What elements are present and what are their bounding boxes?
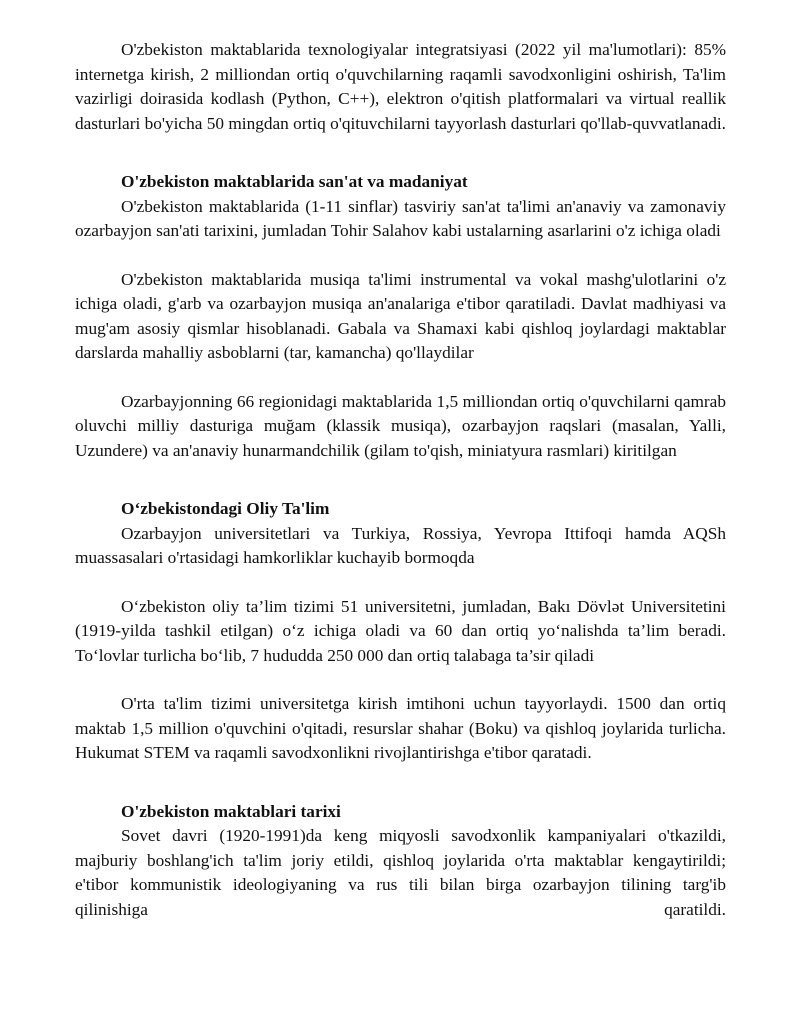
heading-higher-education: O‘zbekistondagi Oliy Ta'lim [121, 499, 330, 518]
paragraph-national-program: Ozarbayjonning 66 regionidagi maktablarida 1,5 milliondan ortiq o'quvchilarni qamrab oluvchi milliy dasturiga muğam (klassik musiqa), ozarbayjon raqslari (masalan, Yalli, Uzundere) va an'anaviy hunarmandchilik (gilam to'qish, miniatyura rasmlari) kiritilgan [75, 391, 726, 460]
document-page [75, 38, 726, 922]
spacer [75, 463, 726, 497]
spacer [75, 244, 726, 268]
spacer [75, 766, 726, 800]
paragraph-universities: O‘zbekiston oliy ta’lim tizimi 51 universitetni, jumladan, Bakı Dövlət Universitetini (1919-yilda tashkil etilgan) o‘z ichiga oladi va 60 dan ortiq yo‘nalishda ta’lim beradi. To‘lovlar turlicha bo‘lib, 7 hududda 250 000 dan ortiq talabaga ta’sir qiladi [75, 596, 726, 665]
heading-art-culture: O'zbekiston maktablarida san'at va madaniyat [121, 172, 468, 191]
spacer [75, 136, 726, 170]
heading-school-history: O'zbekiston maktablari tarixi [121, 801, 341, 821]
paragraph-soviet-era: Sovet davri (1920-1991)da keng miqyosli savodxonlik kampaniyalari o'tkazildi, majburiy boshlang'ich ta'lim joriy etildi, qishloq joylarida o'rta maktablar kengaytirildi; e'tibor kommunistik ideologiyaning va rus tili bilan birga ozarbayjon tilining targ'ib qilinishiga qaratildi. [75, 826, 726, 919]
spacer [75, 668, 726, 692]
paragraph-partnerships: Ozarbayjon universitetlari va Turkiya, Rossiya, Yevropa Ittifoqi hamda AQSh muassasalari o'rtasidagi hamkorliklar kuchayib bormoqda [75, 523, 726, 567]
spacer [75, 571, 726, 595]
paragraph-secondary-education: O'rta ta'lim tizimi universitetga kirish imtihoni uchun tayyorlaydi. 1500 dan ortiq maktab 1,5 million o'quvchini o'qitadi, resurslar shahar (Boku) va qishloq joylarida turlicha. Hukumat STEM va raqamli savodxonlikni rivojlantirishga e'tibor qaratadi. [75, 694, 726, 762]
paragraph-technology: O'zbekiston maktablarida texnologiyalar integratsiyasi (2022 yil ma'lumotlari): 85% internetga kirish, 2 milliondan ortiq o'quvchilarning raqamli savodxonligini oshirish, Ta'lim vazirligi doirasida kodlash (Python, C++), elektron o'qitish platformalari va virtual reallik dasturlari bo'yicha 50 mingdan ortiq o'qituvchilarni tayyorlash dasturlari qo'llab-quvvatlanadi. [75, 40, 726, 133]
paragraph-fine-arts: O'zbekiston maktablarida (1-11 sinflar) tasviriy san'at ta'limi an'anaviy va zamonaviy ozarbayjon san'ati tarixini, jumladan Tohir Salahov kabi ustalarning asarlarini o'z ichiga oladi [75, 196, 726, 240]
spacer [75, 366, 726, 390]
paragraph-music: O'zbekiston maktablarida musiqa ta'limi instrumental va vokal mashg'ulotlarini o'z ichiga oladi, g'arb va ozarbayjon musiqa an'analariga e'tibor qaratiladi. Davlat madhiyasi va mug'am asosiy qismlar hisoblanadi. Gabala va Shamaxi kabi qishloq joylardagi maktablar darslarda mahalliy asboblarni (tar, kamancha) qo'llaydilar [75, 269, 726, 362]
